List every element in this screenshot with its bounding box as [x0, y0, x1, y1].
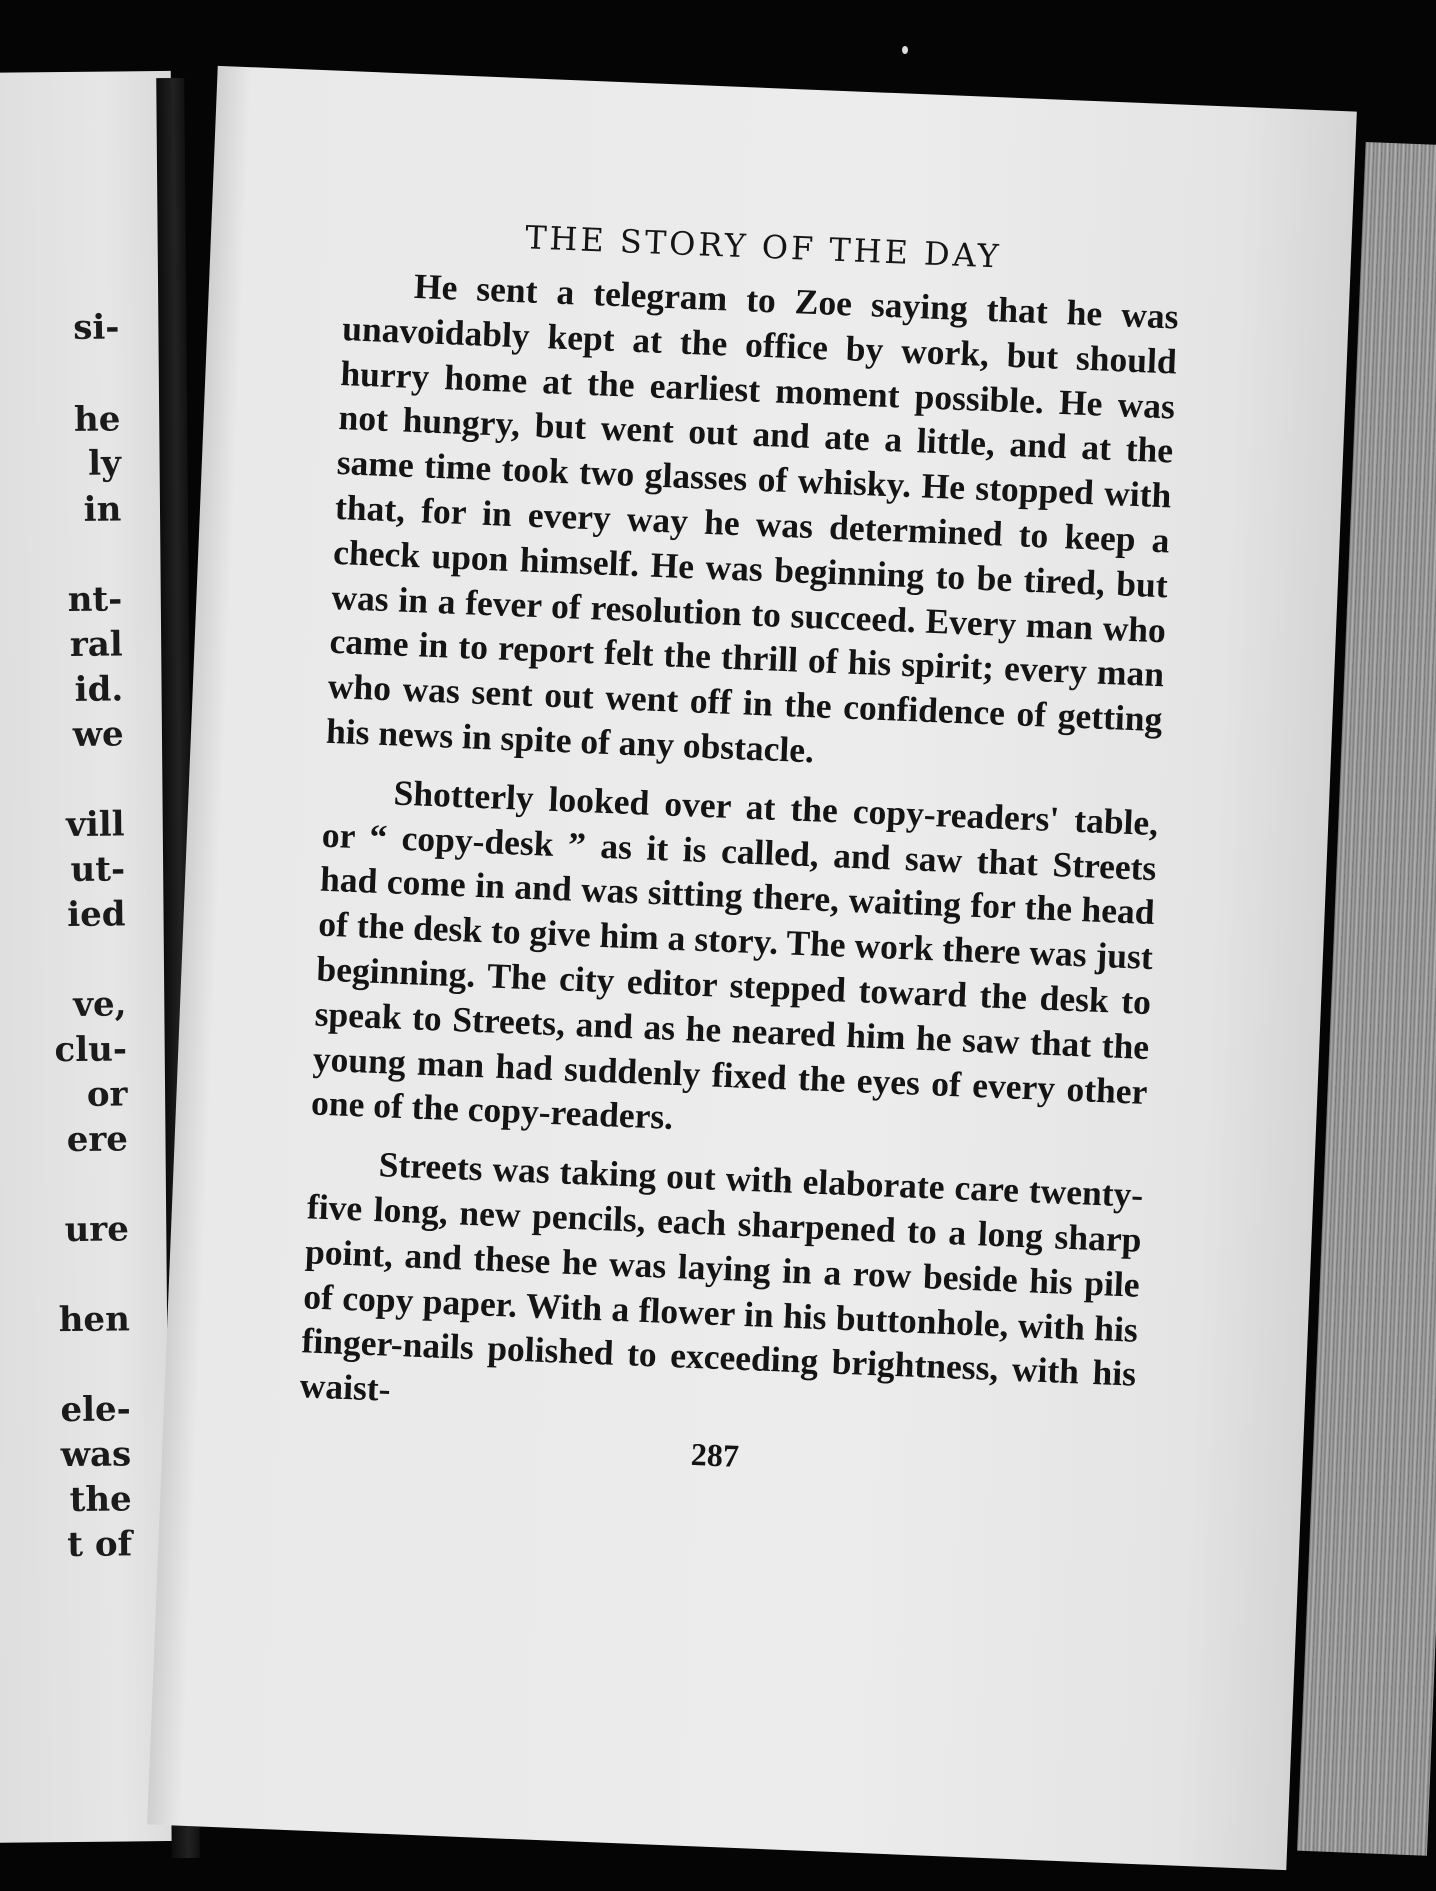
- paragraph-1: He sent a telegram to Zoe saying that he was unavoidably kept at the office by work, but should hurry home at the earliest moment possible. He was not hungry, but went out and ate a little, and at the same time took two glasses of whisky. He stopped with that, for in every way he was determined to keep a check upon himself. He was beginning to be tired, but was in a fever of resolution to succeed. Every man who came in to report felt the thrill of his spirit; every man who was sent out went off in the confidence of getting his news in spite of any obstacle.: [325, 265, 1180, 771]
- left-page-fragment: nt-: [67, 579, 123, 621]
- left-page-fragment: vill: [65, 804, 125, 846]
- left-page-fragment: ral: [69, 624, 123, 665]
- left-page-fragment: ly: [87, 443, 122, 484]
- left-page-fragment: we: [72, 714, 124, 755]
- left-page-fragment: ied: [67, 894, 126, 936]
- left-page-fragment: ut-: [70, 849, 126, 890]
- left-page-fragment: ere: [66, 1119, 129, 1161]
- left-page-fragment: ele-: [60, 1389, 131, 1431]
- left-page-fragment: clu-: [54, 1029, 128, 1071]
- dust-speck: [902, 46, 908, 54]
- left-page-fragment: ve,: [73, 984, 127, 1025]
- left-page-fragment: si-: [73, 307, 120, 348]
- running-head: THE STORY OF THE DAY: [524, 218, 1003, 276]
- page-edges: [1297, 142, 1436, 1856]
- page-text-block: [297, 211, 1181, 1490]
- left-page-fragment: was: [60, 1434, 132, 1476]
- right-page: [147, 66, 1357, 1870]
- left-page-fragment: ure: [64, 1209, 130, 1251]
- left-page-fragment: t of: [67, 1524, 133, 1566]
- paragraph-3: Streets was taking out with elaborate care twenty-five long, new pencils, each sharpened to a long sharp point, and these he was laying in a row beside his pile of copy paper. With a flower in his buttonhole, with his finger-nails polished to exceeding brightness, with his waist-: [299, 1144, 1145, 1409]
- left-page-fragment: id.: [74, 669, 124, 710]
- left-page-fragment: he: [73, 399, 121, 440]
- left-page-fragment: in: [83, 489, 122, 530]
- page-number: 287: [690, 1435, 740, 1474]
- left-page-fragment: the: [69, 1479, 132, 1521]
- paragraph-2: Shotterly looked over at the copy-readers' table, or “ copy-desk ” as it is called, and saw that Streets had come in and was sitting there, waiting for the head of the desk to give him a story. The work there was just beginning. The city editor stepped toward the desk to speak to Streets, and as he neared him he saw that the young man had suddenly fixed the eyes of every other one of the copy-readers.: [310, 772, 1159, 1138]
- left-page-fragment: or: [86, 1074, 128, 1115]
- left-page-fragment: hen: [58, 1299, 131, 1341]
